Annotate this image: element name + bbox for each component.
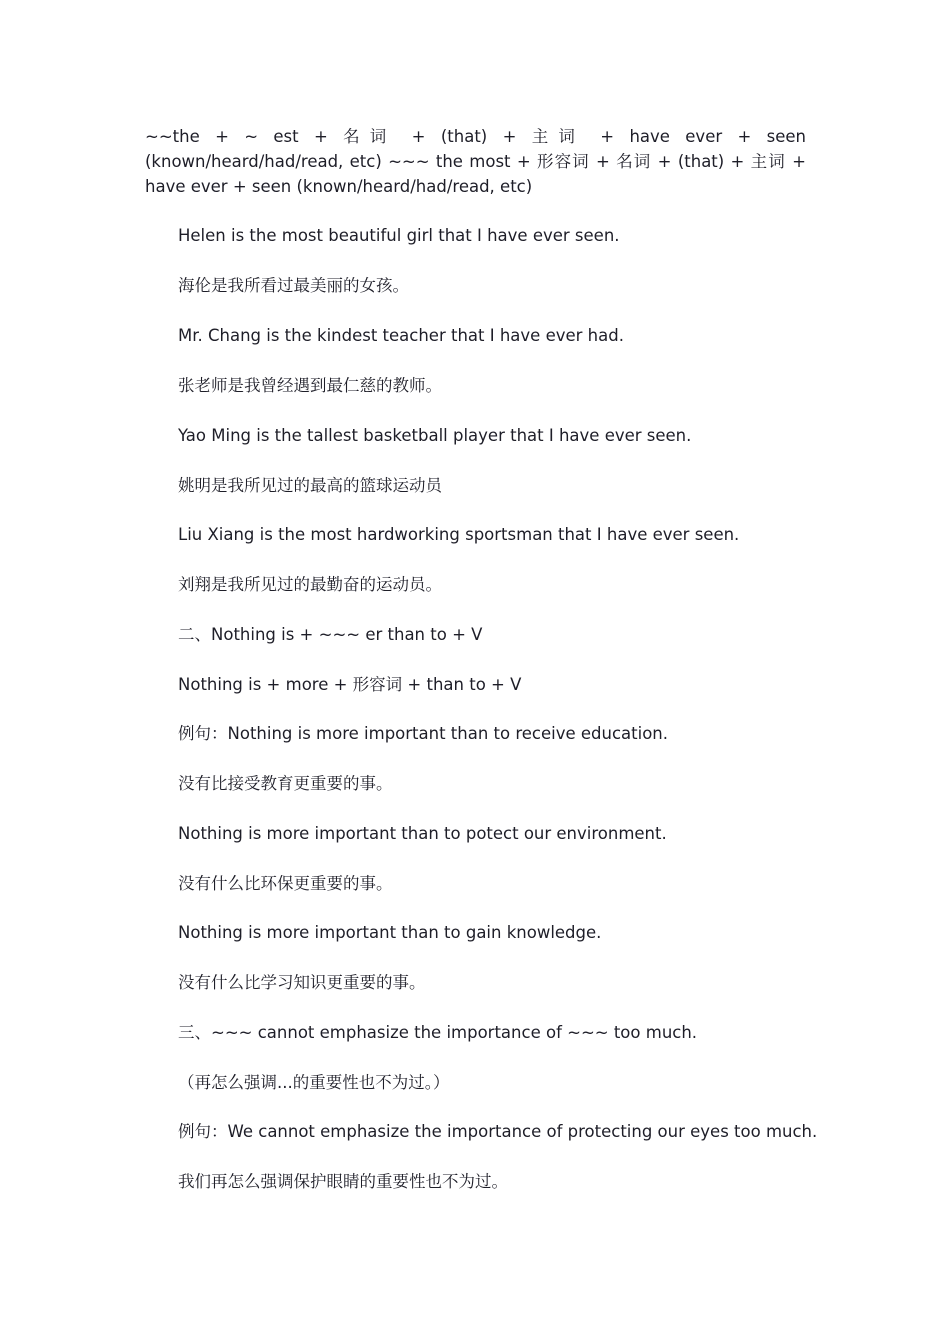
section-heading-3: 三、~~~ cannot emphasize the importance of ~~~ too much. <box>178 1023 698 1042</box>
example-sentence-en: 例句：Nothing is more important than to receive education. <box>178 724 669 743</box>
example-sentence-zh: 姚明是我所见过的最高的篮球运动员 <box>178 476 442 495</box>
example-sentence-en: 例句：We cannot emphasize the importance of protecting our eyes too much. <box>178 1122 818 1141</box>
example-sentence-zh: 没有比接受教育更重要的事。 <box>178 774 393 793</box>
intro-paragraph: ~~the + ~ est + 名词 + (that) + 主词 + have ever + seen (known/heard/had/read, etc) ~~~ the most + 形容词 + 名词 + (that) + 主词 + have ever + seen (known/heard/had/read, etc) <box>145 127 806 196</box>
example-sentence-zh: 没有什么比环保更重要的事。 <box>178 874 393 893</box>
example-sentence-en: Nothing is more important than to gain knowledge. <box>178 923 602 942</box>
example-sentence-en: Mr. Chang is the kindest teacher that I have ever had. <box>178 326 624 345</box>
example-sentence-en: Liu Xiang is the most hardworking sportsman that I have ever seen. <box>178 525 740 544</box>
example-sentence-en: Yao Ming is the tallest basketball player that I have ever seen. <box>178 426 692 445</box>
example-sentence-en: Helen is the most beautiful girl that I have ever seen. <box>178 226 620 245</box>
example-sentence-zh: 张老师是我曾经遇到最仁慈的教师。 <box>178 376 442 395</box>
translation-note: （再怎么强调...的重要性也不为过。） <box>178 1073 450 1092</box>
example-sentence-zh: 刘翔是我所见过的最勤奋的运动员。 <box>178 575 442 594</box>
pattern-formula: Nothing is + more + 形容词 + than to + V <box>178 675 522 694</box>
example-sentence-zh: 没有什么比学习知识更重要的事。 <box>178 973 426 992</box>
example-sentence-zh: 海伦是我所看过最美丽的女孩。 <box>178 276 409 295</box>
section-heading-2: 二、Nothing is + ~~~ er than to + V <box>178 625 483 644</box>
example-sentence-en: Nothing is more important than to potect our environment. <box>178 824 667 843</box>
example-sentence-zh: 我们再怎么强调保护眼睛的重要性也不为过。 <box>178 1172 508 1191</box>
